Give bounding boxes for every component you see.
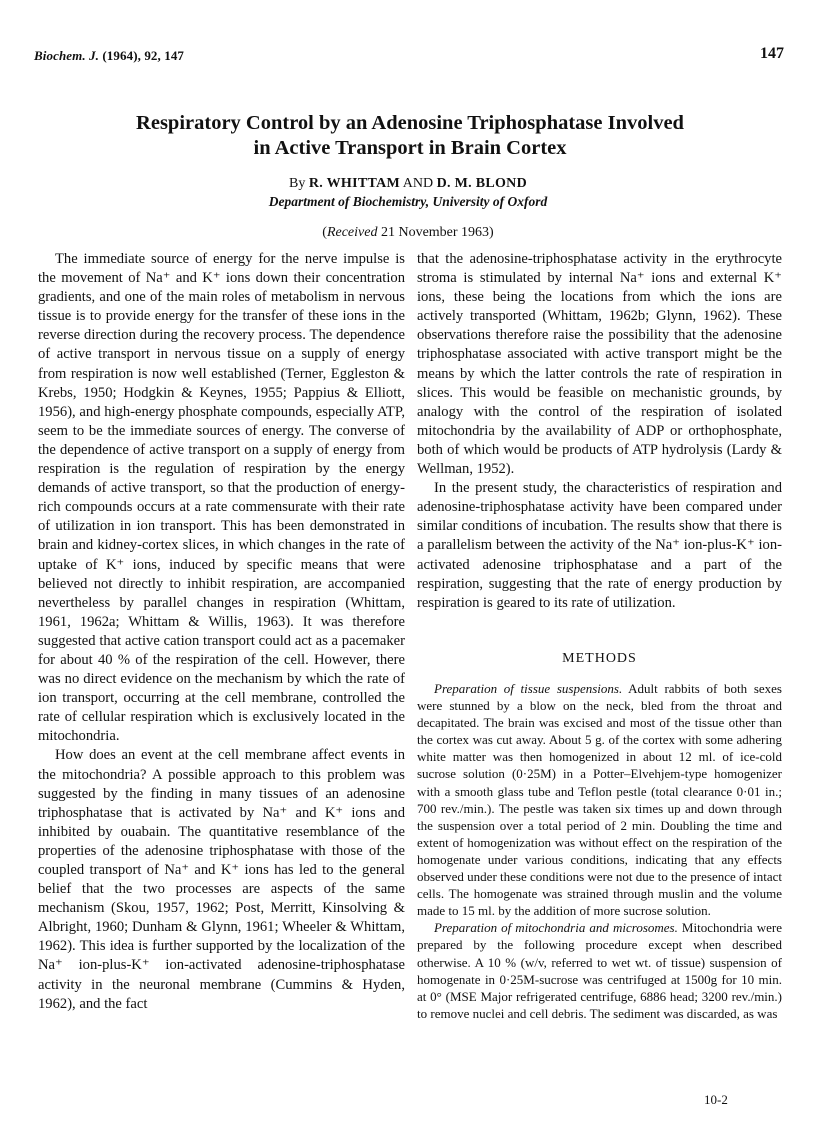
journal-name: Biochem. J. <box>34 48 100 63</box>
tissue-suspensions-text: Adult rabbits of both sexes were stunned by a blow on the neck, bled from the throat and decapitated. The brain was excised and most of the tissue other than the cortex was cut away. About 5 g. of the cortex with some adhering white matter was then homogenized in about 12 ml. of ice-cold sucrose solution (0·25M) in a Potter–Elvehjem-type homogenizer with a smooth glass tube and Teflon pestle (total clearance 0·01 in.; 700 rev./min.). The pestle was taken six times up and down through the suspension over a total period of 2 min. Doubling the time and extent of homogenization was without effect on the respiration of the homogenate under various conditions, indicating that any effects observed under these conditions were not due to the presence of intact cells. The homogenate was strained through muslin and the volume made to 15 ml. by the addition of more sucrose solution. <box>417 681 782 919</box>
left-column <box>38 250 405 1014</box>
body-paragraph-1: The immediate source of energy for the nerve impulse is the movement of Na⁺ and K⁺ ions down their concentration gradients, and one of the main roles of metabolism in nervous tissue is to provide energy for the transfer of these ions in the reverse direction during the recovery process. The dependence of active transport in nervous tissue on a supply of energy from respiration is now well established (Terner, Eggleston & Krebs, 1950; Hodgkin & Keynes, 1955; Pappius & Elliott, 1956), and high-energy phosphate compounds, especially ATP, seem to be the immediate sources of energy. The converse of the dependence of active transport on a supply of energy from respiration is the regulation of respiration by the energy demands of active transport, so that the production of energy-rich compounds occurs at a rate commensurate with their rate of utilization in ion transport. This has been demonstrated in brain and kidney-cortex slices, in which changes in the rate of uptake of K⁺ ions, induced by specific means that were believed not directly to inhibit respiration, are accompanied nevertheless by parallel changes in respiration (Whittam, 1961, 1962a; Whittam & Willis, 1963). It was therefore suggested that active cation transport could act as a pacemaker for about 40 % of the respiration of the cell. However, there was no direct evidence on the mechanism by which the rate of ion transport, occurring at the cell membrane, controlled the rate of cellular respiration which is exclusively located in the mitochondria. <box>38 251 405 745</box>
received-date: 21 November 1963) <box>377 225 494 240</box>
journal-volume-year: (1964), 92, 147 <box>99 48 185 63</box>
mitochondria-text: Mitochondria were prepared by the following procedure except when described otherwise. A 10 % (w/v, referred to wet wt. of tissue) suspension of homogenate in 0·25M-sucrose was centrifuged at 1500g for 10 min. at 0° (MSE Major refrigerated centrifuge, 6886 head; 3200 rev./min.) to remove nuclei and cell debris. The sediment was discarded, as was <box>417 920 783 1021</box>
body-paragraph-3: that the adenosine-triphosphatase activity in the erythrocyte stroma is stimulated by internal Na⁺ ions and external K⁺ ions, these being the locations from which the ions are actively transported (Whittam, 1962b; Glynn, 1962). These observations therefore raise the possibility that the adenosine triphosphatase associated with active transport might be the means by which the latter controls the rate of respiration in slices. This would be feasible on mechanistic grounds, by analogy with the control of the respiration of isolated mitochondria by the availability of ADP or orthophosphate, both of which would be products of ATP hydrolysis (Lardy & Wellman, 1952). <box>417 251 782 478</box>
title-line-2: in Active Transport in Brain Cortex <box>253 137 567 159</box>
body-paragraph-4: In the present study, the characteristics of respiration and adenosine-triphosphatase activity have been compared under similar conditions of incubation. The results show that there is a parallelism between the activity of the Na⁺ ion-plus-K⁺ ion-activated adenosine triphosphatase and a part of the respiration, suggesting that the rate of energy production by respiration is geared to its rate of utilization. <box>417 480 782 611</box>
page-number: 147 <box>760 45 784 62</box>
methods-paragraph-mitochondria <box>417 919 782 1022</box>
journal-citation <box>34 48 184 64</box>
methods-heading: METHODS <box>562 651 637 666</box>
author-whittam: R. WHITTAM <box>308 176 400 191</box>
author-blond: D. M. BLOND <box>436 176 527 191</box>
subheading-tissue-suspensions: Preparation of tissue suspensions. <box>434 681 623 696</box>
affiliation: Department of Biochemistry, University of Oxford <box>268 194 548 209</box>
article-title <box>40 111 780 161</box>
methods-section <box>417 680 782 1022</box>
signature-mark: 10-2 <box>704 1092 728 1107</box>
and-label: AND <box>402 176 434 191</box>
by-label: By <box>289 176 306 191</box>
subheading-mitochondria-microsomes: Preparation of mitochondria and microsomes. <box>434 920 678 936</box>
body-paragraph-2: How does an event at the cell membrane affect events in the mitochondria? A possible approach to this problem was suggested by the finding in many tissues of an adenosine triphosphatase that is activated by Na⁺ and K⁺ ions and inhibited by ouabain. The quantitative resemblance of the properties of the adenosine triphosphatase with those of the coupled transport of Na⁺ and K⁺ ions has led to the general belief that the two processes are aspects of the same mechanism (Skou, 1957, 1962; Post, Merritt, Kinsolving & Albright, 1960; Dunham & Glynn, 1961; Wheeler & Whittam, 1962). This idea is further supported by the localization of the Na⁺ ion-plus-K⁺ ion-activated adenosine-triphosphatase activity in the neuronal membrane (Cummins & Hyden, 1962), and the fact <box>38 747 405 1012</box>
received-open-paren: ( <box>322 225 327 240</box>
received-label: Received <box>326 225 378 240</box>
author-line <box>0 176 816 192</box>
received-date-line <box>0 225 816 241</box>
title-line-1: Respiratory Control by an Adenosine Triphosphatase Involved <box>136 112 684 134</box>
methods-paragraph-tissue <box>417 680 782 919</box>
right-column-intro <box>417 250 782 613</box>
